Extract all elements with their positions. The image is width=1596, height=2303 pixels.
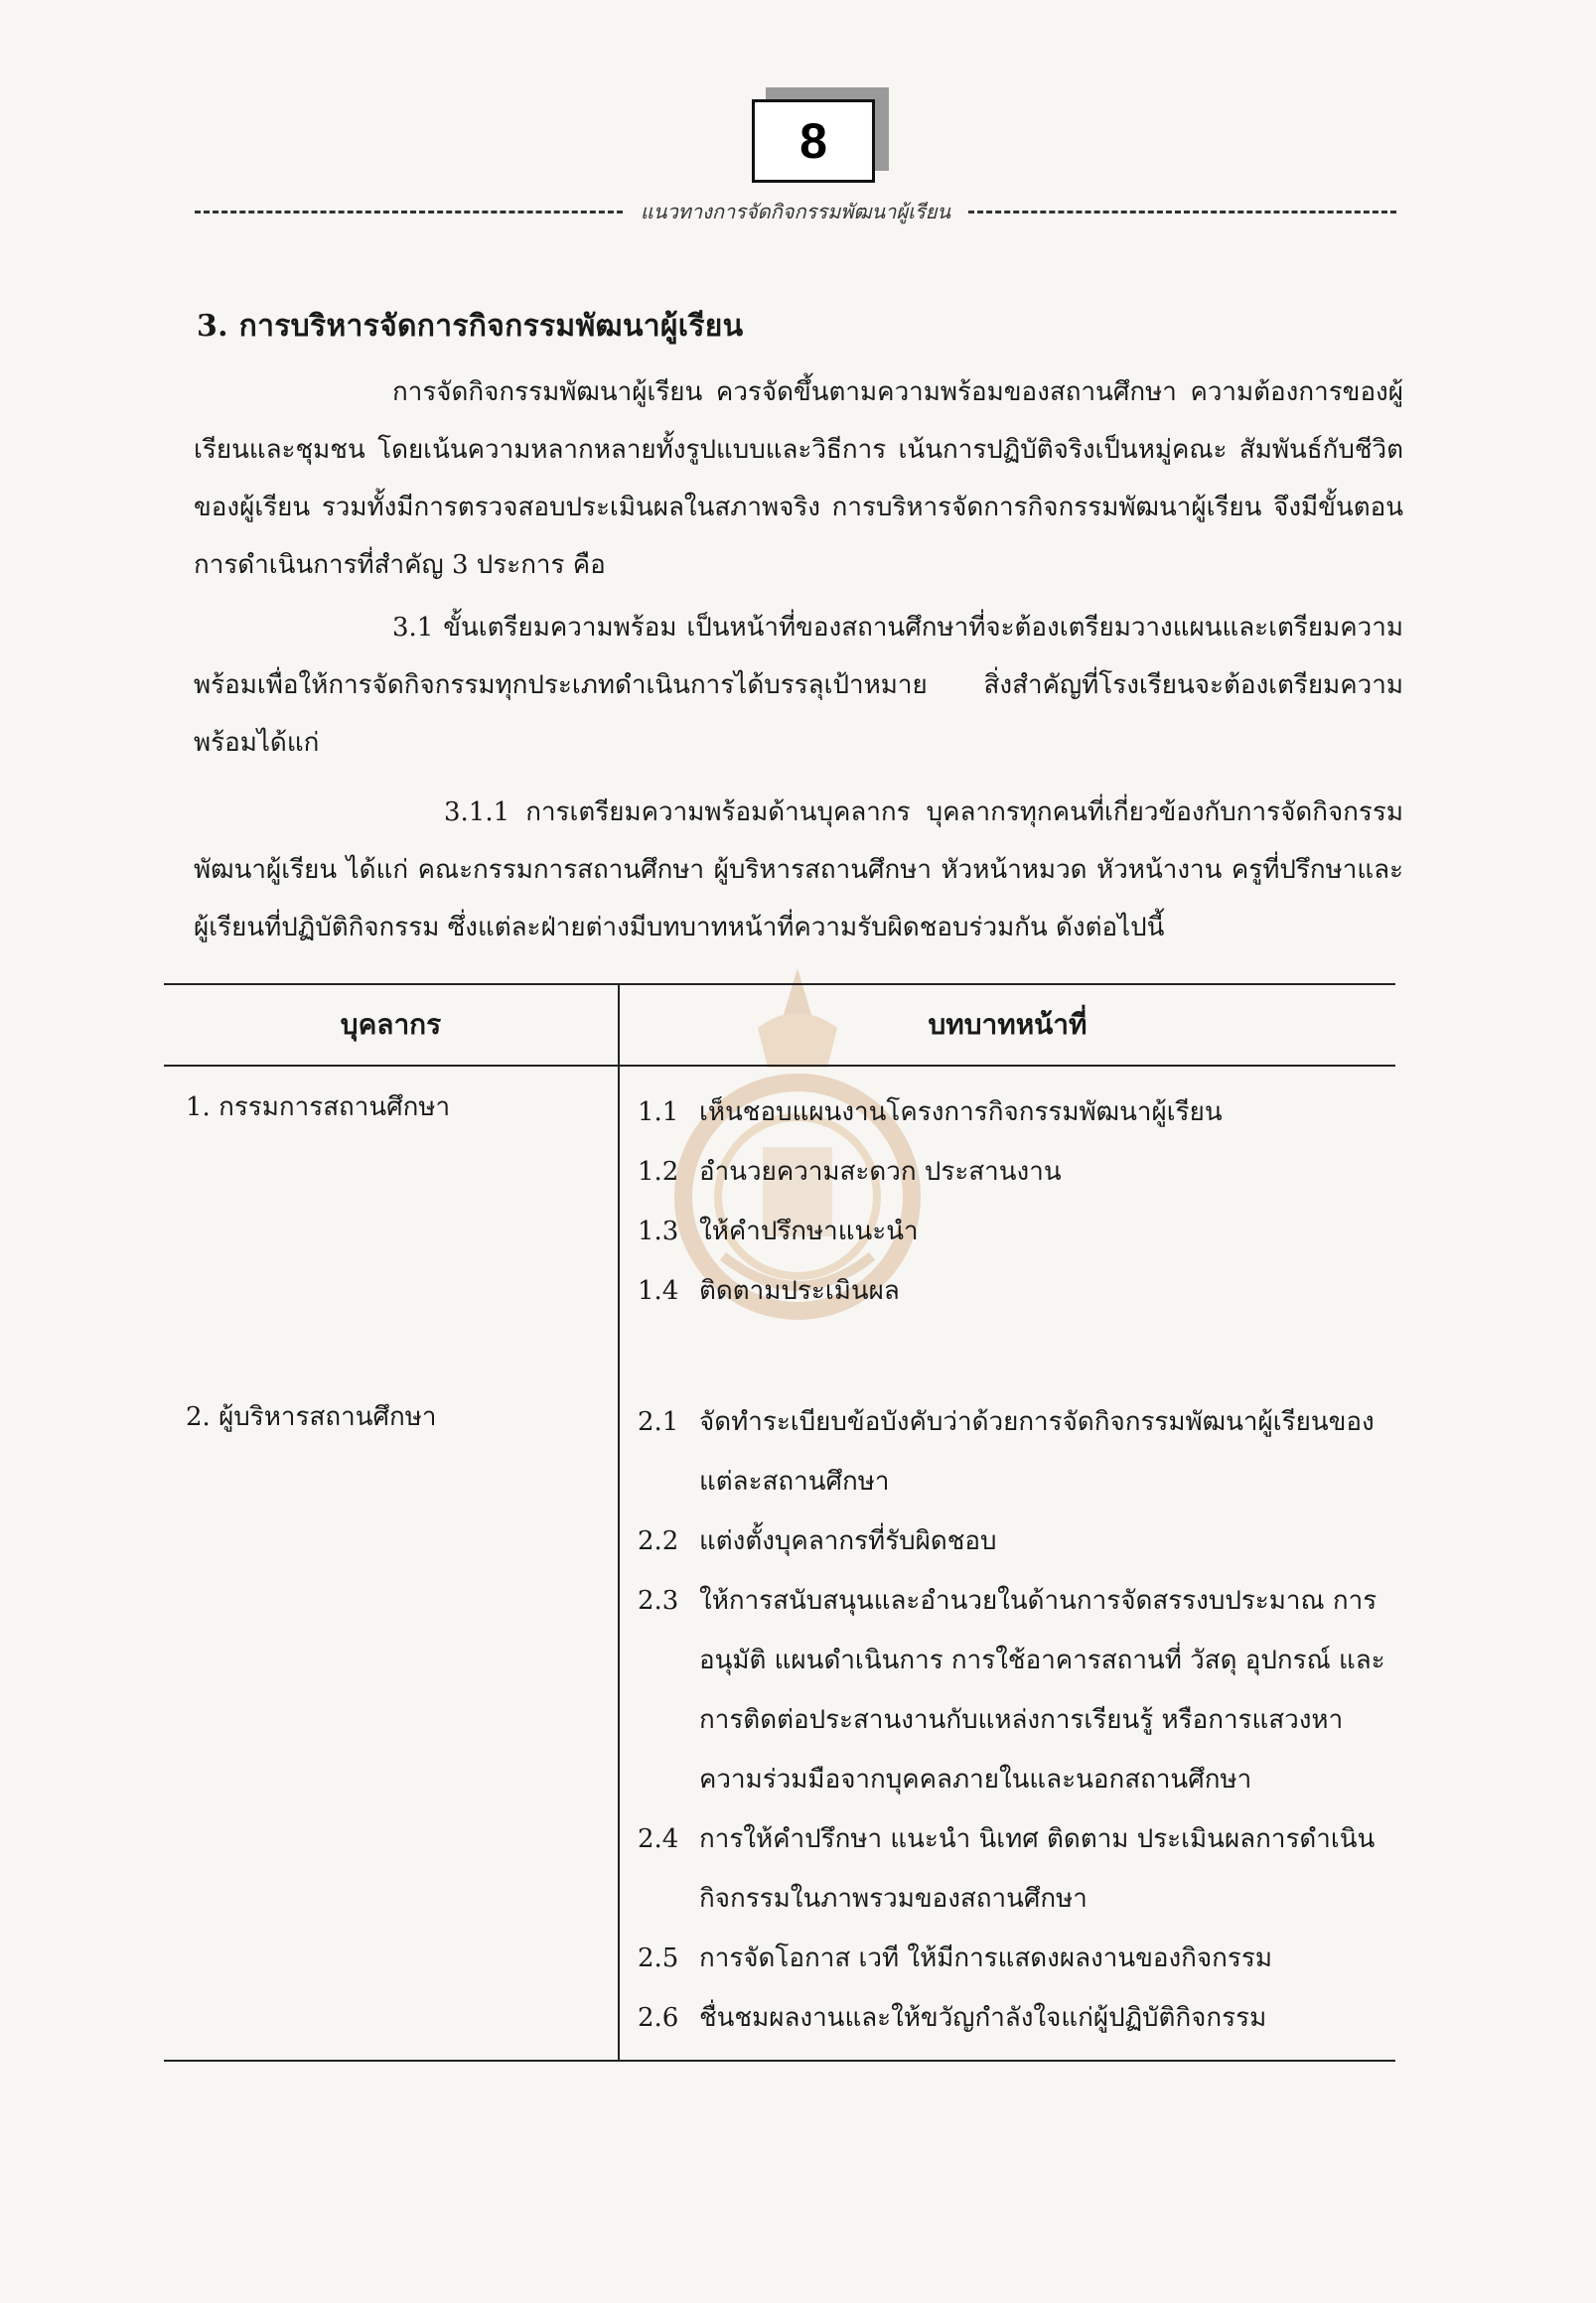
duty-number: 2.4 bbox=[638, 1824, 679, 1854]
duties-cell bbox=[619, 1066, 1395, 1376]
duty-text: การให้คำปรึกษา แนะนำ นิเทศ ติดตาม ประเมินผลการดำเนินกิจกรรมในภาพรวมของสถานศึกษา bbox=[699, 1824, 1376, 1914]
duty-item bbox=[638, 1082, 1395, 1142]
duty-number: 1.1 bbox=[638, 1097, 679, 1127]
duty-number: 2.2 bbox=[638, 1526, 679, 1556]
duty-text: อำนวยความสะดวก ประสานงาน bbox=[699, 1157, 1062, 1187]
paragraph-3-1-1: 3.1.1 การเตรียมความพร้อมด้านบุคลากร บุคลากรทุกคนที่เกี่ยวข้องกับการจัดกิจกรรม พัฒนาผู้เรียน ได้แก่ คณะกรรมการสถานศึกษา ผู้บริหารสถานศึกษา หัวหน้าหมวด หัวหน้างาน ครูที่ปรึกษาและผู้เรียนที่ปฏิบัติกิจกรรม ซึ่งแต่ละฝ่ายต่างมีบทบาทหน้าที่ความรับผิดชอบร่วมกัน ดังต่อไปนี้ bbox=[194, 797, 1403, 942]
duty-text: ให้การสนับสนุนและอำนวยในด้านการจัดสรรงบประมาณ การอนุมัติ แผนดำเนินการ การใช้อาคารสถานที่ วัสดุ อุปกรณ์ และการติดต่อประสานงานกับแหล่งการเรียนรู้ หรือการแสวงหาความร่วมมือจากบุคคลภายในและนอกสถานศึกษา bbox=[699, 1586, 1385, 1795]
duty-item bbox=[638, 1988, 1395, 2048]
person-cell: 2. ผู้บริหารสถานศึกษา bbox=[164, 1376, 619, 2061]
duty-text: จัดทำระเบียบข้อบังคับว่าด้วยการจัดกิจกรรมพัฒนาผู้เรียนของแต่ละสถานศึกษา bbox=[699, 1407, 1375, 1497]
duty-number: 2.5 bbox=[638, 1943, 679, 1973]
duty-number: 2.1 bbox=[638, 1407, 679, 1437]
duty-item bbox=[638, 1809, 1395, 1929]
duty-item bbox=[638, 1142, 1395, 1202]
duty-item bbox=[638, 1392, 1395, 1511]
duties-cell bbox=[619, 1376, 1395, 2061]
duty-item bbox=[638, 1261, 1395, 1321]
duty-number: 1.2 bbox=[638, 1157, 679, 1187]
duty-text: ให้คำปรึกษาแนะนำ bbox=[699, 1217, 919, 1246]
header-rule-right bbox=[968, 211, 1396, 214]
duty-number: 1.4 bbox=[638, 1276, 679, 1306]
roles-table bbox=[164, 983, 1395, 2062]
duty-item bbox=[638, 1929, 1395, 1988]
duty-number: 2.6 bbox=[638, 2003, 679, 2033]
duty-text: ชื่นชมผลงานและให้ขวัญกำลังใจแก่ผู้ปฏิบัติกิจกรรม bbox=[699, 2003, 1267, 2033]
table-header-row bbox=[164, 984, 1395, 1066]
paragraph-intro: การจัดกิจกรรมพัฒนาผู้เรียน ควรจัดขึ้นตามความพร้อมของสถานศึกษา ความต้องการของผู้เรียนและชุมชน โดยเน้นความหลากหลายทั้งรูปแบบและวิธีการ เน้นการปฏิบัติจริงเป็นหมู่คณะ สัมพันธ์กับชีวิตของผู้เรียน รวมทั้งมีการตรวจสอบประเมินผลในสภาพจริง การบริหารจัดการกิจกรรมพัฒนาผู้เรียน จึงมีขั้นตอนการดำเนินการที่สำคัญ 3 ประการ คือ bbox=[194, 377, 1403, 580]
duty-text: การจัดโอกาส เวที ให้มีการแสดงผลงานของกิจกรรม bbox=[699, 1943, 1272, 1973]
header-title: แนวทางการจัดกิจกรรมพัฒนาผู้เรียน bbox=[640, 200, 951, 223]
paragraph-3-1: 3.1 ขั้นเตรียมความพร้อม เป็นหน้าที่ของสถานศึกษาที่จะต้องเตรียมวางแผนและเตรียมความพร้อมเพื่อให้การจัดกิจกรรมทุกประเภทดำเนินการได้บรรลุเป้าหมาย สิ่งสำคัญที่โรงเรียนจะต้องเตรียมความพร้อมได้แก่ bbox=[194, 613, 1403, 758]
roles-table-container bbox=[164, 983, 1395, 2062]
duty-item bbox=[638, 1571, 1395, 1809]
duty-item bbox=[638, 1202, 1395, 1261]
duty-text: เห็นชอบแผนงานโครงการกิจกรรมพัฒนาผู้เรียน bbox=[699, 1097, 1223, 1127]
section-heading: 3. การบริหารจัดการกิจกรรมพัฒนาผู้เรียน bbox=[197, 309, 744, 344]
person-cell: 1. กรรมการสถานศึกษา bbox=[164, 1066, 619, 1376]
duty-number: 2.3 bbox=[638, 1586, 679, 1616]
duty-list bbox=[638, 1392, 1395, 2060]
page-number-box bbox=[752, 99, 875, 183]
table-row bbox=[164, 1066, 1395, 1376]
duty-number: 1.3 bbox=[638, 1217, 679, 1246]
header-duties: บทบาทหน้าที่ bbox=[619, 984, 1395, 1066]
duty-list bbox=[638, 1082, 1395, 1376]
duty-text: ติดตามประเมินผล bbox=[699, 1276, 900, 1306]
page-number: 8 bbox=[799, 113, 827, 169]
header-person: บุคลากร bbox=[164, 984, 619, 1066]
header-rule-left bbox=[195, 211, 623, 214]
duty-item bbox=[638, 1511, 1395, 1571]
running-header bbox=[195, 197, 1396, 226]
duty-text: แต่งตั้งบุคลากรที่รับผิดชอบ bbox=[699, 1526, 997, 1556]
table-row bbox=[164, 1376, 1395, 2061]
